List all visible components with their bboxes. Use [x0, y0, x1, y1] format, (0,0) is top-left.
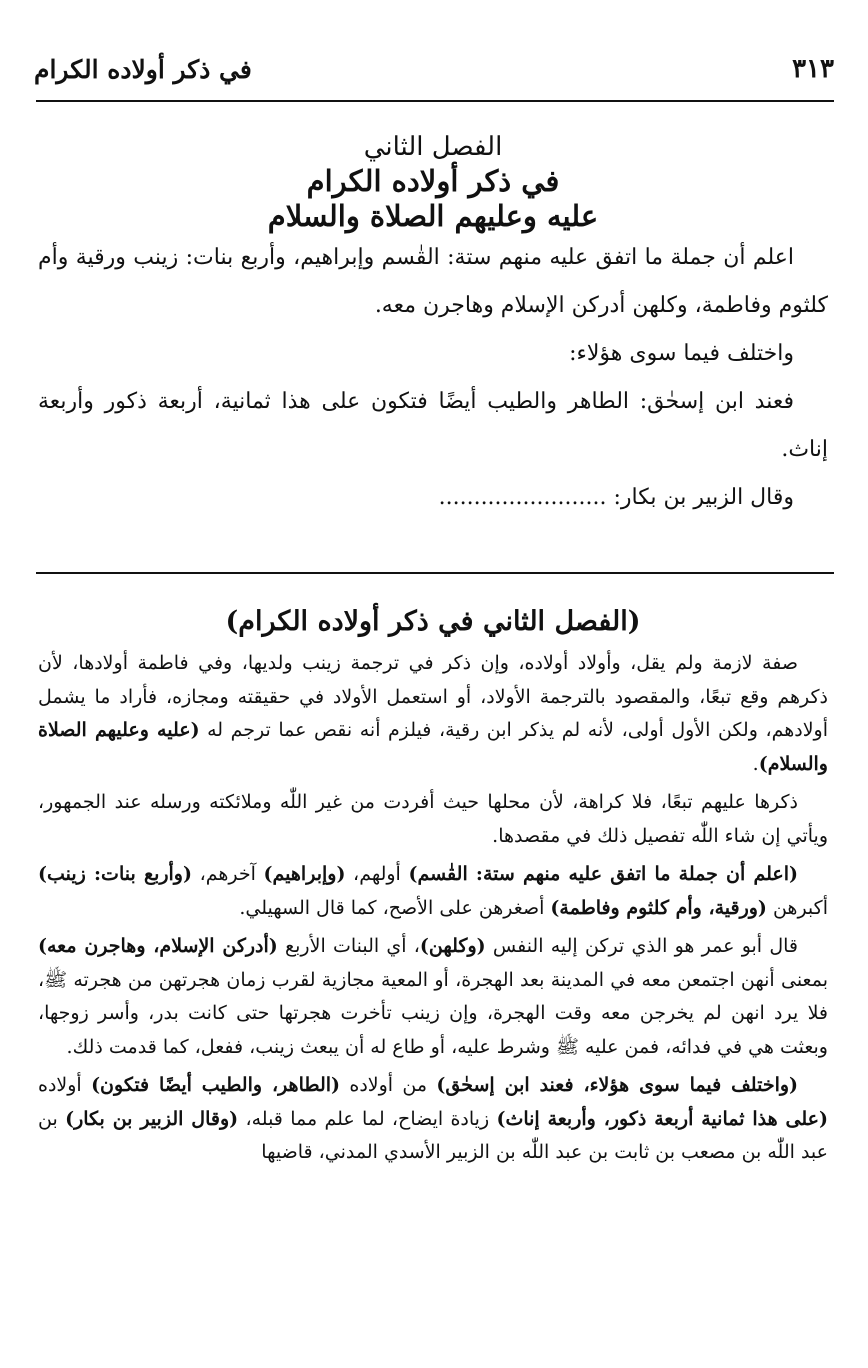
commentary-paragraph-1 [38, 647, 828, 781]
ellipsis-dots: ........................ [438, 485, 607, 511]
commentary-heading: (الفصل الثاني في ذكر أولاده الكرام) [225, 606, 641, 637]
chapter-heading-line-1: الفصل الثاني [363, 132, 503, 162]
quoted-matn: (وقال الزبير بن بكار) [65, 1107, 239, 1130]
quoted-matn: (عليه وعليهم الصلاة والسلام) [38, 719, 828, 775]
running-title: في ذكر أولاده الكرام [34, 54, 252, 84]
main-paragraph-1: اعلم أن جملة ما اتفق عليه منهم ستة: القٰسم وإبراهيم، وأربع بنات: زينب ورقية وأم كلثوم وفاطمة، وكلهن أدركن الإسلام وهاجرن معه. [38, 245, 828, 319]
chapter-heading [38, 132, 828, 234]
section-divider-rule [36, 572, 834, 574]
running-header [34, 40, 834, 98]
commentary-paragraph-3 [38, 858, 828, 925]
page-number: ٣١٣ [792, 54, 834, 84]
commentary-text: . [752, 752, 759, 775]
quoted-matn: (الطاهر، والطيب أيضًا فتكون) [91, 1074, 341, 1096]
commentary-text: آخرهم، [191, 863, 264, 885]
commentary-text: صفة لازمة ولم يقل، وأولاد أولاده، وإن ذكر في ترجمة زينب ولديها، وفي فاطمة أولادها، لأن ذكرهم وقع تبعًا، والمقصود بالترجمة الأولاد، أو استعمل الأولاد في حقيقته ومجازه، فأراد ما يشمل أولادهم، ولكن الأول أولى، لأنه لم يذكر ابن رقية، فيلزم أنه نقص عما ترجم له [38, 652, 828, 741]
quoted-matn: (واختلف فيما سوى هؤلاء، فعند ابن إسحٰق) [436, 1074, 799, 1096]
commentary-paragraph-4 [38, 930, 828, 1064]
commentary-paragraph-2: ذكرها عليهم تبعًا، فلا كراهة، لأن محلها حيث أفردت من غير اللّٰه وملائكته ورسله عند الجمهور، ويأتي إن شاء اللّٰه تفصيل ذلك في مقصدها. [38, 791, 828, 847]
commentary-text: أولاده [38, 1074, 92, 1096]
commentary [38, 600, 828, 1175]
main-paragraph-3: فعند ابن إسحٰق: الطاهر والطيب أيضًا فتكون على هذا ثمانية، أربعة ذكور وأربعة إناث. [38, 389, 828, 463]
commentary-text: من أولاده [340, 1074, 437, 1096]
commentary-text: ، أي البنات الأربع [277, 935, 420, 957]
commentary-text: بمعنى أنهن اجتمعن معه في المدينة بعد الهجرة، أو المعية مجازية لقرب زمان هجرتهن من هجرته ﷺ، فلا يرد انهن لم يخرجن معه وقت الهجرة، وإن زينب تأخرت هجرتها حتى كانت بدر، وأسر زوجها، وبعثت هي في فدائه، فمن عليه ﷺ وشرط عليه، أو طاع له أن يبعث زينب، ففعل، كما قدمت ذلك. [38, 968, 828, 1058]
quoted-matn: (وأربع بنات: زينب) [38, 863, 192, 885]
quoted-matn: (على هذا ثمانية أربعة ذكور، وأربعة إناث) [496, 1107, 829, 1130]
main-paragraph-4 [38, 474, 828, 522]
main-paragraph-2: واختلف فيما سوى هؤلاء: [569, 341, 794, 367]
quoted-matn: (وكلهن) [419, 935, 486, 957]
main-text [38, 132, 828, 522]
commentary-text: أكبرهن [766, 896, 828, 919]
quoted-matn: (اعلم أن جملة ما اتفق عليه منهم ستة: القٰسم) [408, 863, 799, 885]
commentary-text: بن عبد اللّٰه بن مصعب بن ثابت بن عبد اللّٰه بن الزبير الأسدي المدني، قاضيها [38, 1107, 828, 1163]
header-rule [36, 100, 834, 102]
quoted-matn: (ورقية، وأم كلثوم وفاطمة) [550, 896, 767, 919]
commentary-text: قال أبو عمر هو الذي تركن إليه النفس [485, 935, 798, 957]
chapter-heading-line-3: عليه وعليهم الصلاة والسلام [267, 199, 599, 234]
commentary-text: زيادة ايضاح، لما علم مما قبله، [238, 1107, 497, 1130]
chapter-heading-line-2: في ذكر أولاده الكرام [306, 163, 560, 198]
quoted-matn: (وإبراهيم) [263, 863, 346, 885]
main-paragraph-4-text: وقال الزبير بن بكار: [613, 485, 794, 511]
commentary-paragraph-5 [38, 1069, 828, 1170]
commentary-text: أصغرهن على الأصح، كما قال السهيلي. [239, 896, 551, 919]
quoted-matn: (أدركن الإسلام، وهاجرن معه) [38, 935, 278, 957]
commentary-text: أولهم، [345, 863, 409, 885]
